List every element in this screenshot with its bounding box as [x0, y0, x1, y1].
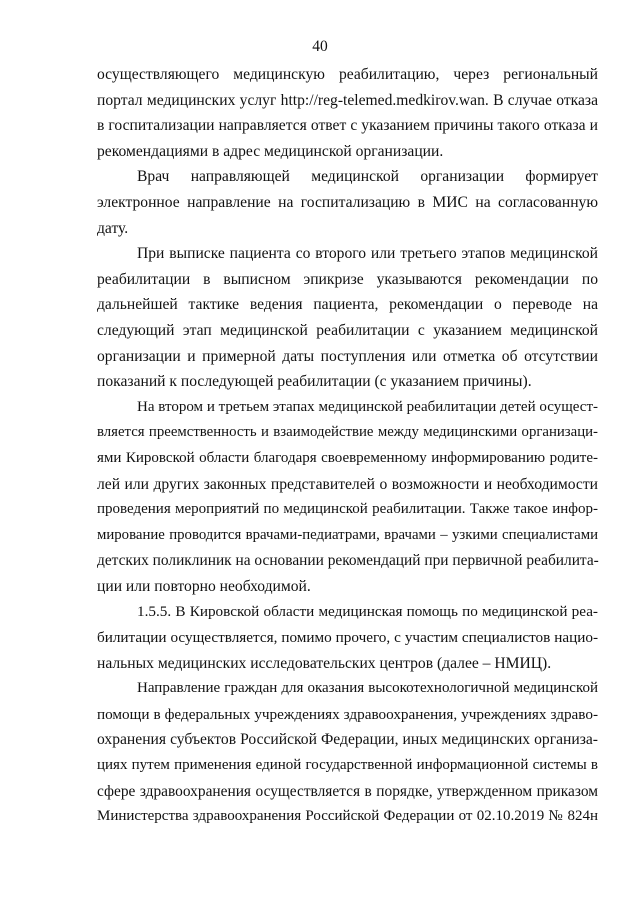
text-line: реабилитации в выписном эпикризе указываются рекомендации по: [97, 270, 598, 288]
text-line: осуществляющего медицинскую реабилитацию, через региональный: [97, 66, 598, 83]
text-line: мирование проводится врачами-педиатрами, врачами – узкими специалистами: [97, 526, 598, 543]
text-line: Врач направляющей медицинской организации формирует: [137, 168, 598, 186]
text-line: вляется преемственность и взаимодействие между медицинскими организаци-: [97, 424, 598, 441]
text-line: в госпитализации направляется ответ с указанием причины такого отказа и: [97, 117, 598, 135]
text-line: показаний к последующей реабилитации (с указанием причины).: [97, 373, 532, 391]
text-line: билитации осуществляется, помимо прочего, с участим специалистов нацио-: [97, 629, 598, 647]
text-line: нальных медицинских исследовательских центров (далее – НМИЦ).: [97, 654, 552, 672]
text-line: дату.: [97, 219, 129, 237]
text-line: На втором и третьем этапах медицинской реабилитации детей осущест-: [137, 398, 598, 415]
text-line: детских поликлиник на основании рекомендаций при первичной реабилита-: [97, 552, 599, 570]
text-line: лей или других законных представителей о возможности и необходимости: [97, 475, 598, 493]
page-number: 40: [312, 38, 328, 55]
text-line: При выписке пациента со второго или третьего этапов медицинской: [137, 245, 598, 263]
text-line: ями Кировской области благодаря своевременному информированию родите-: [97, 449, 598, 466]
document-body: [97, 62, 598, 830]
text-line: электронное направление на госпитализацию в МИС на согласованную: [97, 193, 598, 211]
text-line: помощи в федеральных учреждениях здравоохранения, учреждениях здраво-: [97, 705, 598, 723]
text-line: проведения мероприятий по медицинской реабилитации. Также такое инфор-: [97, 501, 598, 518]
text-line: следующий этап медицинской реабилитации с указанием медицинской: [97, 321, 598, 339]
text-line: портал медицинских услуг http://reg-telemed.medkirov.wan. В случае отказа: [97, 91, 598, 109]
text-line: 1.5.5. В Кировской области медицинская помощь по медицинской реа-: [137, 603, 598, 621]
text-line: Направление граждан для оказания высокотехнологичной медицинской: [137, 680, 598, 697]
text-line: дальнейшей тактике ведения пациента, рекомендации о переводе на: [97, 296, 598, 314]
text-line: ции или повторно необходимой.: [97, 577, 311, 595]
text-line: циях путем применения единой государственной информационной системы в: [97, 757, 598, 774]
text-line: организации и примерной даты поступления или отметка об отсутствии: [97, 347, 598, 365]
text-line: сфере здравоохранения осуществляется в порядке, утвержденном приказом: [97, 782, 598, 800]
text-line: охранения субъектов Российской Федерации, иных медицинских организа-: [97, 731, 598, 749]
text-line: Министерства здравоохранения Российской Федерации от 02.10.2019 № 824н: [97, 808, 598, 825]
text-line: рекомендациями в адрес медицинской организации.: [97, 142, 444, 160]
